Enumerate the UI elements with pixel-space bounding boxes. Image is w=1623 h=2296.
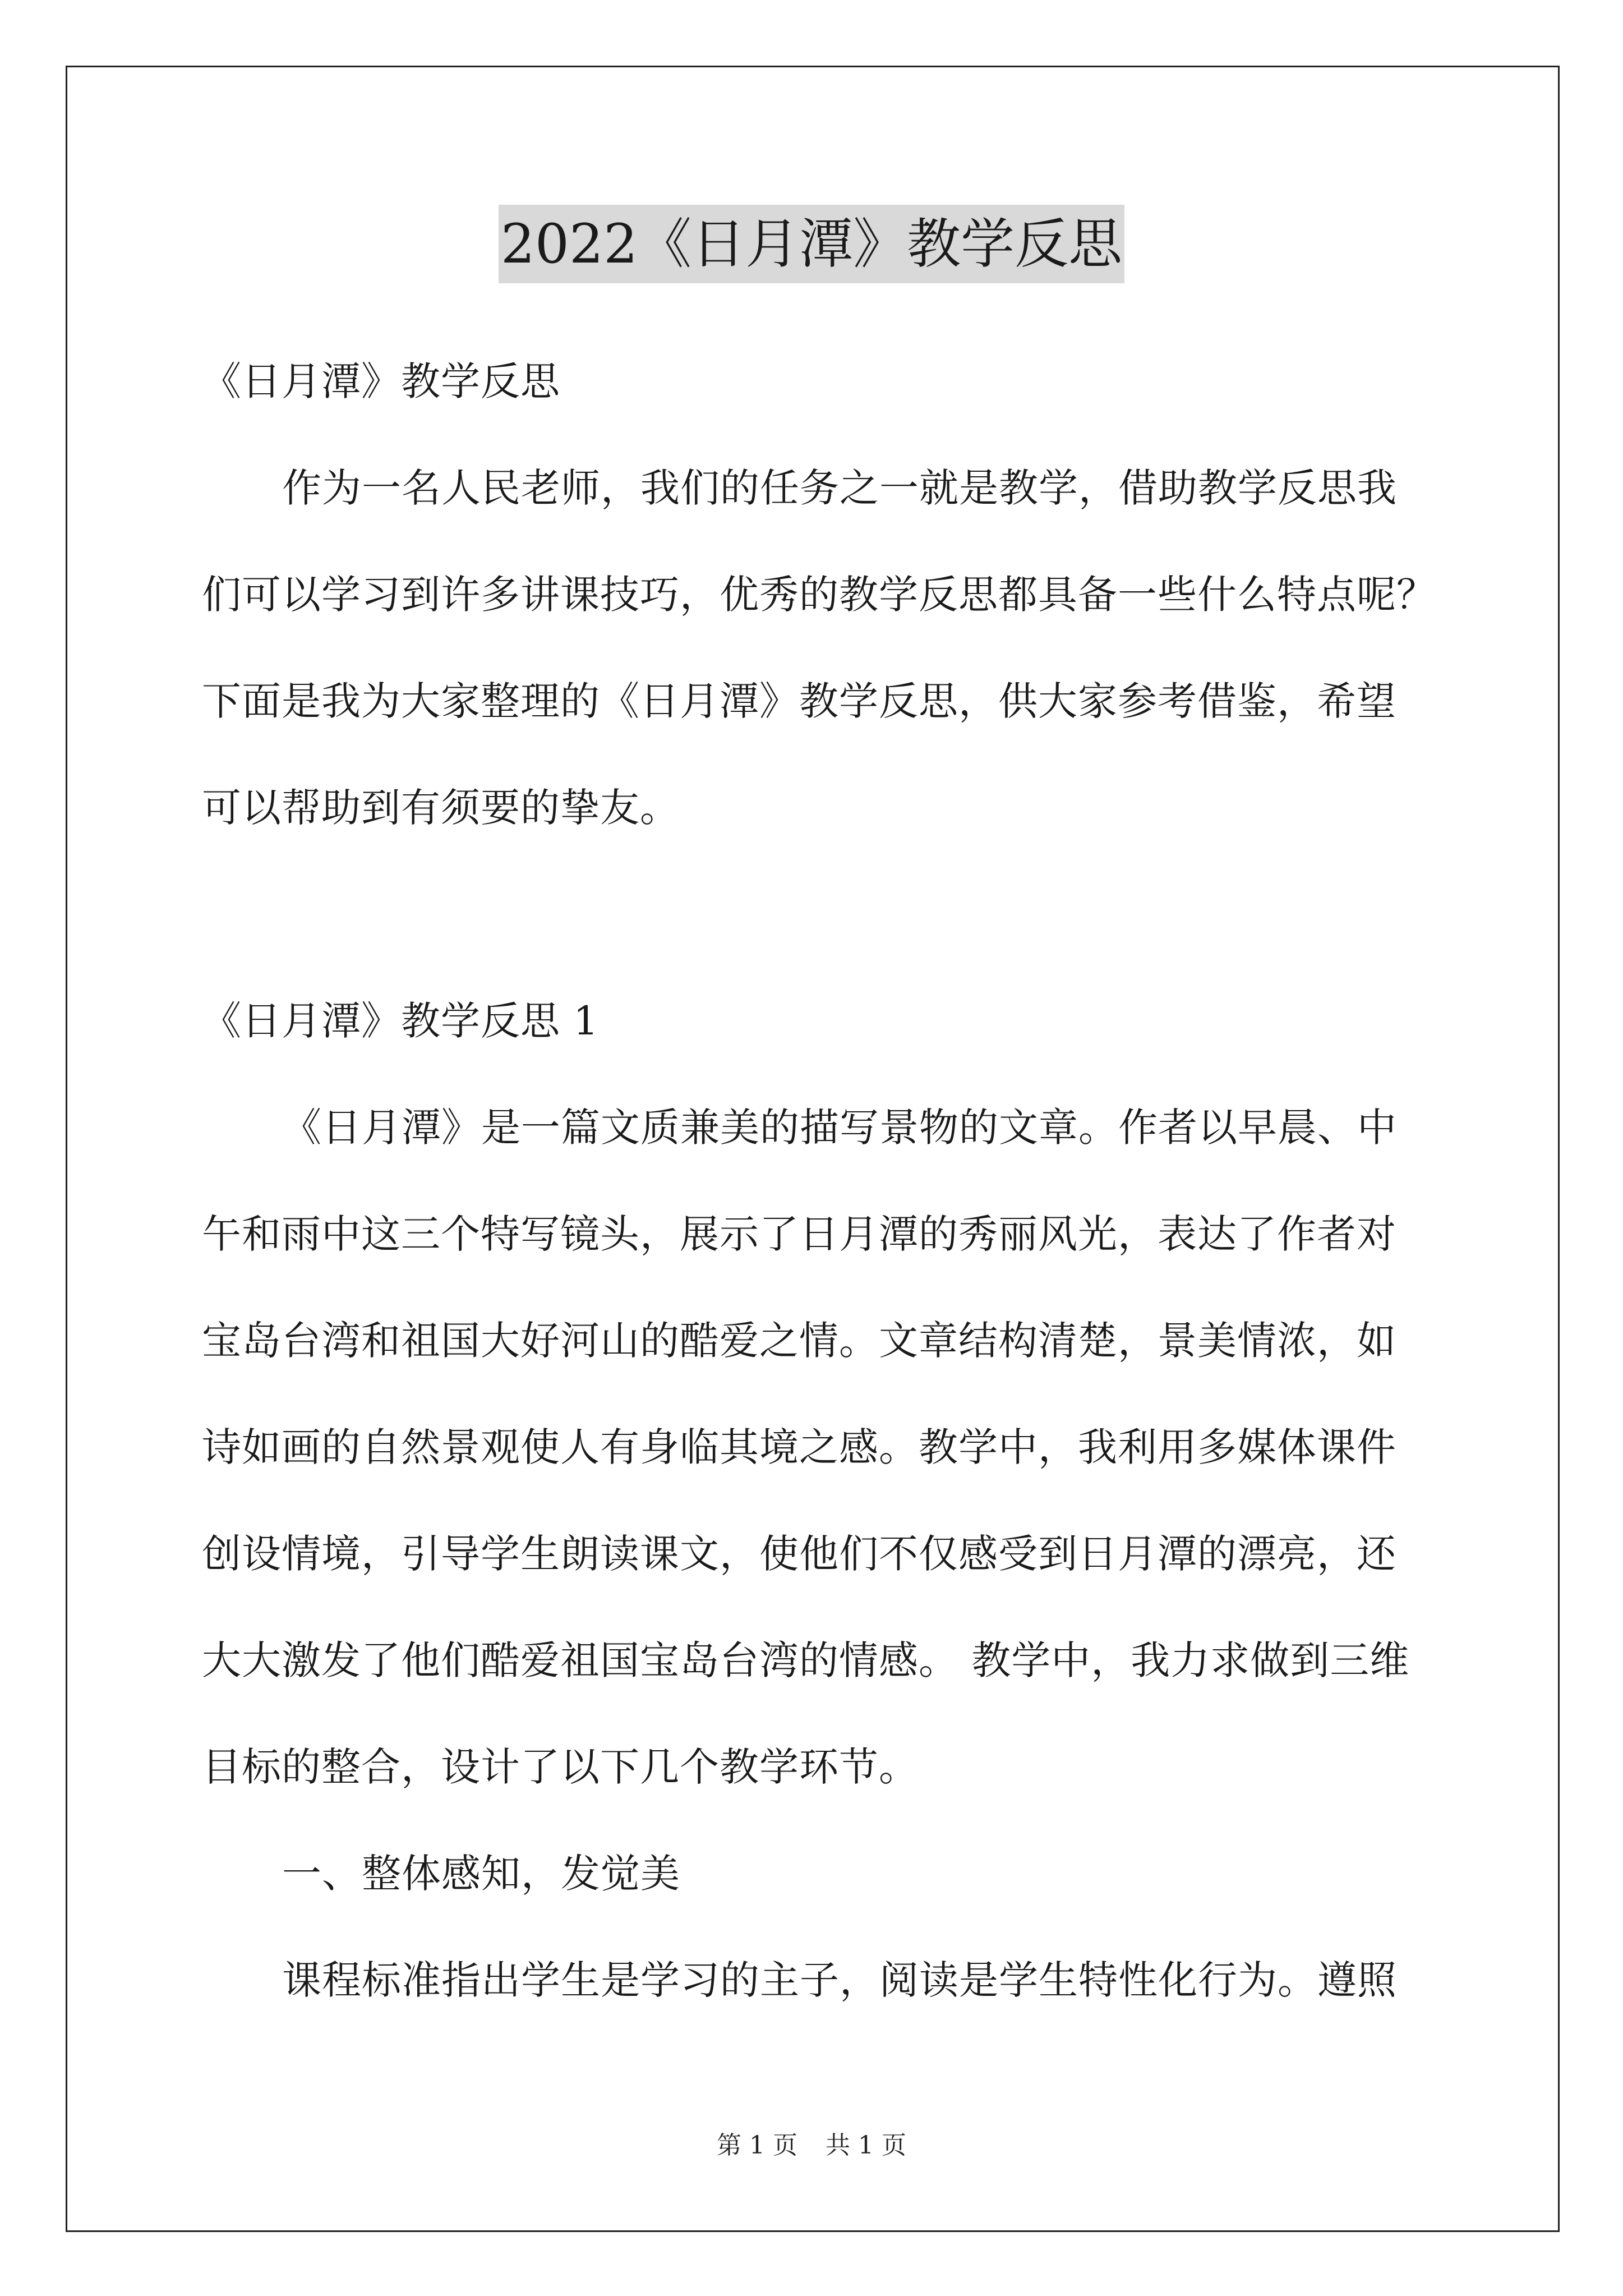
page-total: 共 1 页 — [826, 2131, 906, 2160]
heading-reflection-1: 《日月潭》教学反思 1 — [202, 998, 599, 1044]
intro-line: 们可以学习到许多讲课技巧，优秀的教学反思都具备一些什么特点呢？ — [202, 572, 1436, 618]
body-line: 课程标准指出学生是学习的主子，阅读是学生特性化行为。遵照 — [282, 1957, 1397, 2003]
title-wrap — [0, 205, 1623, 283]
body-line: 宝岛台湾和祖国大好河山的酷爱之情。文章结构清楚，景美情浓，如 — [202, 1318, 1396, 1364]
body-line: 创设情境，引导学生朗读课文，使他们不仅感受到日月潭的漂亮，还 — [202, 1531, 1396, 1577]
reflection-1-section — [202, 968, 1436, 2033]
page-number: 第 1 页 — [717, 2131, 797, 2160]
body-line: 《日月潭》是一篇文质兼美的描写景物的文章。作者以早晨、中 — [282, 1105, 1397, 1151]
body-line: 诗如画的自然景观使人有身临其境之感。教学中，我利用多媒体课件 — [202, 1424, 1396, 1470]
document-title: 2022《日月潭》教学反思 — [499, 205, 1124, 283]
intro-line: 作为一名人民老师，我们的任务之一就是教学，借助教学反思我 — [282, 465, 1397, 511]
body-line: 大大激发了他们酷爱祖国宝岛台湾的情感。 教学中，我力求做到三维 — [202, 1637, 1410, 1683]
page-footer — [0, 2129, 1623, 2162]
heading-main: 《日月潭》教学反思 — [202, 358, 560, 404]
body-line: 午和雨中这三个特写镜头，展示了日月潭的秀丽风光，表达了作者对 — [202, 1211, 1396, 1257]
intro-line: 可以帮助到有须要的挚友。 — [202, 785, 680, 831]
intro-line: 下面是我为大家整理的《日月潭》教学反思，供大家参考借鉴，希望 — [202, 678, 1396, 724]
body-line: 目标的整合，设计了以下几个教学环节。 — [202, 1744, 919, 1790]
section-heading: 一、整体感知，发觉美 — [282, 1851, 680, 1897]
intro-section — [202, 328, 1436, 861]
